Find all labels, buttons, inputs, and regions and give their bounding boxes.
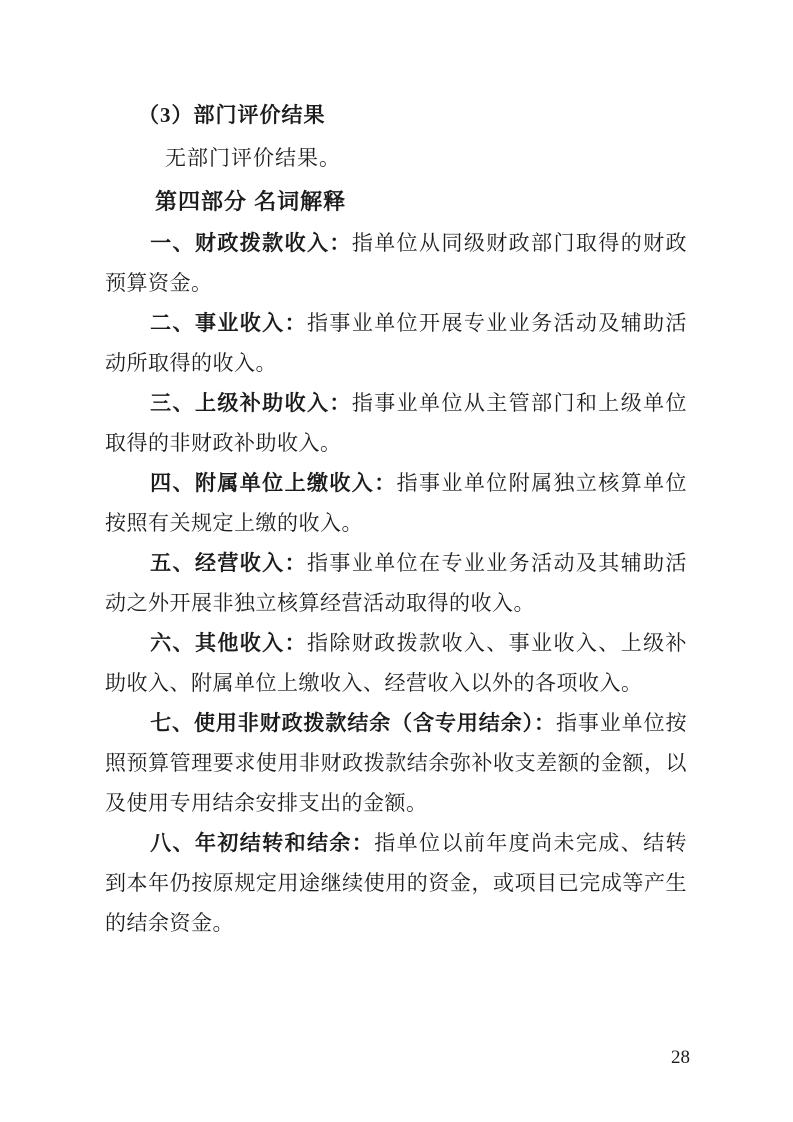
definition-term: 三、上级补助收入： bbox=[150, 391, 352, 415]
definition-paragraph-3 bbox=[105, 383, 687, 463]
definition-paragraph-1 bbox=[105, 223, 687, 303]
definition-text: 指事业单位从主管部门和上级单位取得的非财政补助收入。 bbox=[105, 391, 688, 455]
definition-term: 七、使用非财政拨款结余（含专用结余）： bbox=[150, 711, 556, 735]
definition-term: 六、其他收入： bbox=[150, 631, 307, 655]
section-3-heading: （3）部门评价结果 bbox=[138, 103, 326, 127]
definition-paragraph-8 bbox=[105, 823, 687, 943]
definition-text: 指事业单位按照预算管理要求使用非财政拨款结余弥补收支差额的金额，以及使用专用结余安排支出的金额。 bbox=[105, 711, 688, 815]
definition-term: 五、经营收入： bbox=[150, 551, 307, 575]
definition-paragraph-2 bbox=[105, 303, 687, 383]
definition-paragraph-7 bbox=[105, 703, 687, 823]
definition-term: 二、事业收入： bbox=[150, 311, 307, 335]
definition-paragraph-5 bbox=[105, 543, 687, 623]
definition-text: 指单位从同级财政部门取得的财政预算资金。 bbox=[105, 231, 688, 295]
definition-text: 指事业单位开展专业业务活动及辅助活动所取得的收入。 bbox=[105, 311, 688, 375]
definition-text: 指除财政拨款收入、事业收入、上级补助收入、附属单位上缴收入、经营收入以外的各项收入。 bbox=[105, 631, 688, 695]
definition-text: 指事业单位附属独立核算单位按照有关规定上缴的收入。 bbox=[105, 471, 688, 535]
definition-term: 一、财政拨款收入： bbox=[150, 231, 352, 255]
part-4-heading: 第四部分 名词解释 bbox=[155, 189, 347, 214]
section-3-body: 无部门评价结果。 bbox=[165, 146, 341, 170]
definition-term: 八、年初结转和结余： bbox=[150, 831, 375, 855]
definition-term: 四、附属单位上缴收入： bbox=[150, 471, 397, 495]
definition-paragraph-6 bbox=[105, 623, 687, 703]
page-number: 28 bbox=[671, 1047, 690, 1068]
definition-text: 指单位以前年度尚未完成、结转到本年仍按原规定用途继续使用的资金，或项目已完成等产生的结余资金。 bbox=[105, 831, 688, 935]
definition-paragraph-4 bbox=[105, 463, 687, 543]
page-content bbox=[105, 94, 687, 943]
definition-text: 指事业单位在专业业务活动及其辅助活动之外开展非独立核算经营活动取得的收入。 bbox=[105, 551, 688, 615]
